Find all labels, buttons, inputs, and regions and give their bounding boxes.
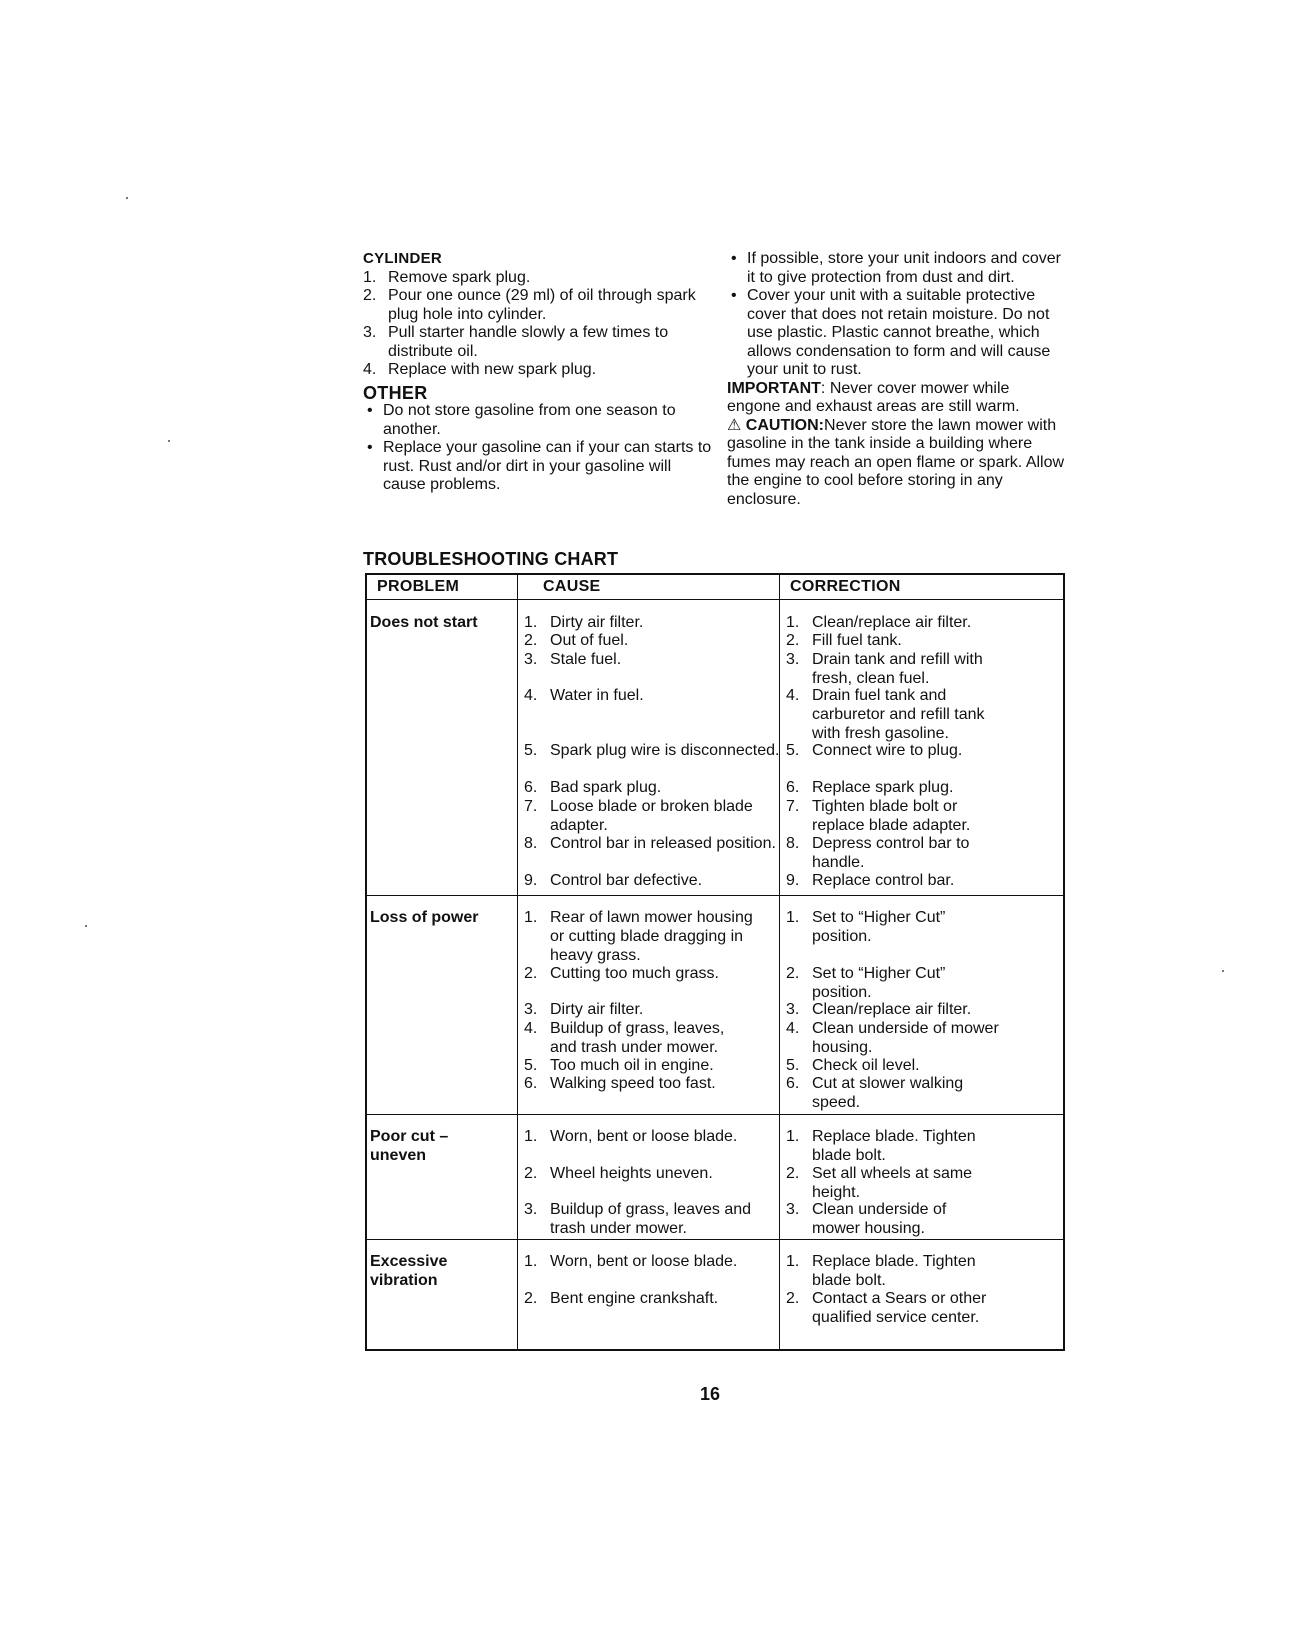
correction-item: 6. Replace spark plug.	[786, 779, 954, 796]
cause-item: 2. Wheel heights uneven.	[524, 1165, 713, 1182]
correction-item: 1. Replace blade. Tighten blade bolt.	[786, 1128, 976, 1164]
row-divider	[367, 1239, 1063, 1240]
row-divider	[367, 895, 1063, 896]
correction-item: 1. Set to “Higher Cut” position.	[786, 909, 946, 945]
cylinder-step: 4. Replace with new spark plug.	[363, 361, 597, 378]
cause-item: 4. Buildup of grass, leaves, and trash under mower.	[524, 1020, 725, 1056]
cause-item: 3. Dirty air filter.	[524, 1001, 644, 1018]
page-number: 16	[700, 1384, 721, 1404]
cause-item: 2. Out of fuel.	[524, 632, 629, 649]
cause-item: 1. Dirty air filter.	[524, 614, 644, 631]
important-label: IMPORTANT	[727, 379, 821, 397]
correction-item: 3. Drain tank and refill with fresh, clean fuel.	[786, 651, 983, 687]
cause-item: 3. Buildup of grass, leaves and trash under mower.	[524, 1201, 752, 1237]
header-problem: PROBLEM	[377, 578, 460, 595]
problem-cell: Poor cut – uneven	[370, 1128, 449, 1164]
cause-item: 1. Worn, bent or loose blade.	[524, 1253, 738, 1270]
row-divider	[367, 1114, 1063, 1115]
other-bullet: • Do not store gasoline from one season to another.	[363, 402, 713, 439]
correction-item: 3. Clean underside of mower housing.	[786, 1201, 947, 1237]
warning-icon: ⚠	[727, 416, 742, 434]
cause-item: 6. Bad spark plug.	[524, 779, 662, 796]
cylinder-step: 2. Pour one ounce (29 ml) of oil through spark plug hole into cylinder.	[363, 287, 696, 323]
caution-label: CAUTION:	[745, 416, 825, 434]
cause-item: 9. Control bar defective.	[524, 872, 703, 889]
problem-cell: Does not start	[370, 614, 478, 631]
correction-item: 1. Replace blade. Tighten blade bolt.	[786, 1253, 976, 1289]
cause-cell	[524, 1127, 774, 1237]
cause-item: 6. Walking speed too fast.	[524, 1075, 716, 1092]
correction-item: 2. Contact a Sears or other qualified service center.	[786, 1290, 987, 1326]
storage-bullets	[727, 250, 1067, 380]
cylinder-steps	[363, 269, 713, 380]
cylinder-heading: CYLINDER	[363, 250, 443, 267]
right-column	[727, 250, 1067, 509]
problem-cell: Excessive vibration	[370, 1253, 448, 1289]
scan-speck	[126, 197, 128, 199]
correction-cell	[786, 1252, 1056, 1342]
scan-speck	[1222, 970, 1224, 972]
cause-item: 5. Spark plug wire is disconnected.	[524, 742, 780, 759]
troubleshooting-table	[365, 573, 1065, 1351]
other-bullets	[363, 402, 713, 495]
correction-item: 9. Replace control bar.	[786, 872, 955, 889]
other-bullet: • Replace your gasoline can if your can starts to rust. Rust and/or dirt in your gasoline will cause problems.	[363, 439, 713, 495]
correction-item: 1. Clean/replace air filter.	[786, 614, 972, 631]
cause-item: 7. Loose blade or broken blade adapter.	[524, 798, 753, 834]
correction-cell	[786, 613, 1056, 893]
header-cause: CAUSE	[543, 578, 601, 595]
cause-cell	[524, 908, 774, 1108]
cylinder-step: 3. Pull starter handle slowly a few times to distribute oil.	[363, 324, 669, 360]
other-heading: OTHER	[363, 382, 428, 403]
header-correction: CORRECTION	[790, 578, 901, 595]
caution-note: ⚠ CAUTION:Never store the lawn mower with gasoline in the tank inside a building where fumes may reach an open flame or spark. Allow the engine to cool before storing in any enclosure.	[727, 416, 1065, 508]
cause-item: 1. Rear of lawn mower housing or cutting blade dragging in heavy grass.	[524, 909, 753, 964]
correction-item: 8. Depress control bar to handle.	[786, 835, 970, 871]
scan-speck	[85, 925, 87, 927]
cause-item: 8. Control bar in released position.	[524, 835, 776, 852]
correction-cell	[786, 1127, 1056, 1237]
correction-item: 2. Set all wheels at same height.	[786, 1165, 973, 1201]
correction-item: 3. Clean/replace air filter.	[786, 1001, 972, 1018]
correction-item: 5. Check oil level.	[786, 1057, 920, 1074]
column-divider	[517, 575, 518, 1349]
correction-cell	[786, 908, 1056, 1111]
correction-item: 6. Cut at slower walking speed.	[786, 1075, 964, 1111]
correction-item: 5. Connect wire to plug.	[786, 742, 963, 759]
chart-title: TROUBLESHOOTING CHART	[363, 549, 619, 569]
problem-cell: Loss of power	[370, 909, 479, 926]
cause-item: 2. Cutting too much grass.	[524, 965, 719, 982]
cylinder-step: 1. Remove spark plug.	[363, 268, 531, 286]
correction-item: 4. Clean underside of mower housing.	[786, 1020, 999, 1056]
left-column	[363, 250, 713, 495]
correction-item: 4. Drain fuel tank and carburetor and refill tank with fresh gasoline.	[786, 687, 985, 742]
cause-item: 3. Stale fuel.	[524, 651, 622, 668]
cause-item: 2. Bent engine crankshaft.	[524, 1290, 719, 1307]
cause-item: 1. Worn, bent or loose blade.	[524, 1128, 738, 1145]
scan-speck	[168, 440, 170, 442]
cause-cell	[524, 613, 780, 893]
cause-item: 5. Too much oil in engine.	[524, 1057, 714, 1074]
important-note: IMPORTANT: Never cover mower while engone and exhaust areas are still warm.	[727, 379, 1020, 415]
storage-bullet: • If possible, store your unit indoors and cover it to give protection from dust and dirt.	[727, 250, 1067, 287]
cause-cell	[524, 1252, 774, 1342]
cause-item: 4. Water in fuel.	[524, 687, 644, 704]
correction-item: 2. Set to “Higher Cut” position.	[786, 965, 946, 1001]
correction-item: 7. Tighten blade bolt or replace blade adapter.	[786, 798, 971, 834]
header-divider	[367, 599, 1063, 600]
correction-item: 2. Fill fuel tank.	[786, 632, 902, 649]
storage-bullet: • Cover your unit with a suitable protective cover that does not retain moisture. Do not use plastic. Plastic cannot breathe, which allows condensation to form and will cause your unit to rust.	[727, 287, 1067, 380]
